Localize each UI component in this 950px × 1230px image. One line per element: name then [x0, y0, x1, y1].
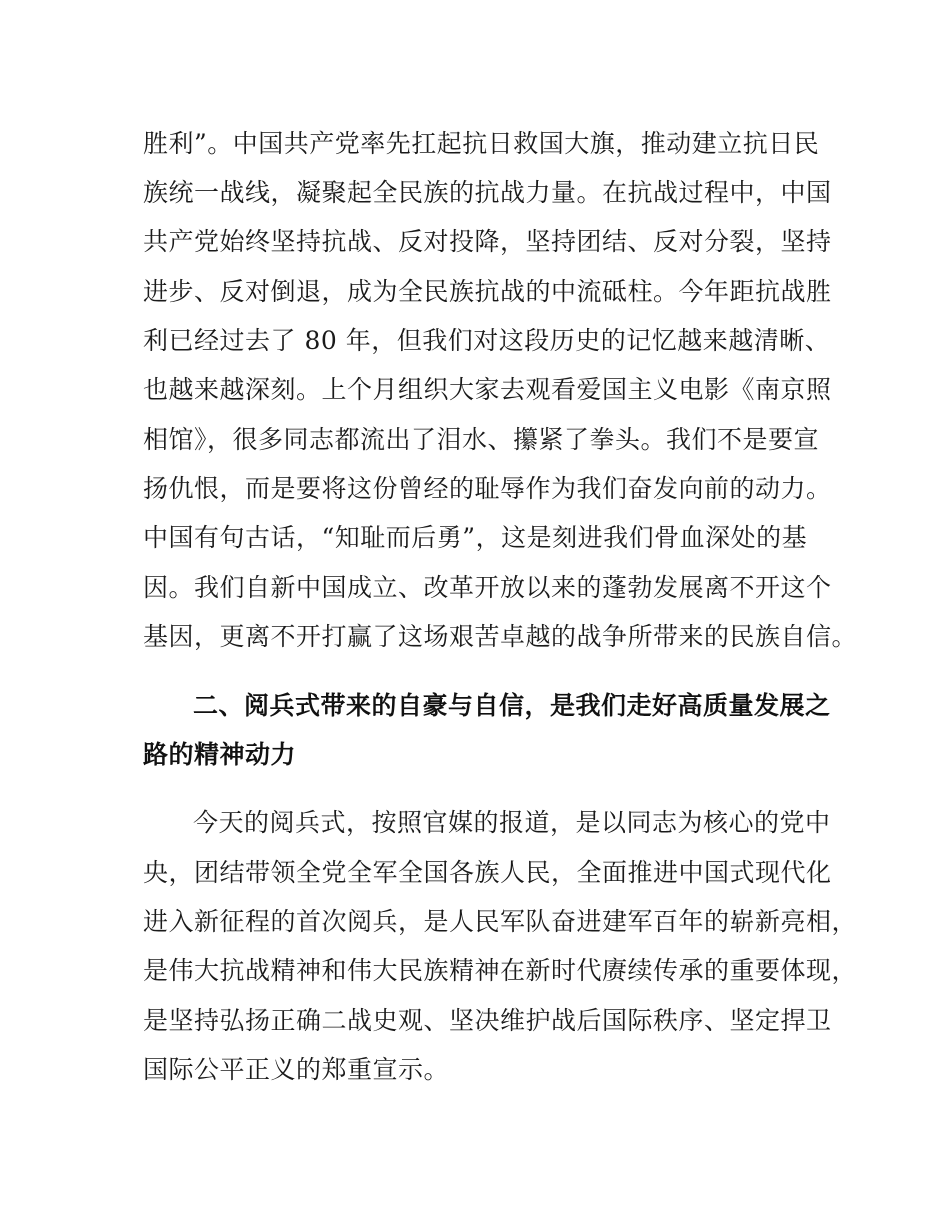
paragraph-1-line-5: 利已经过去了 80 年，但我们对这段历史的记忆越来越清晰、 — [143, 326, 831, 355]
paragraph-1-line-10: 因。我们自新中国成立、改革开放以来的蓬勃发展离不开这个 — [143, 573, 832, 602]
paragraph-2-line-2: 央，团结带领全党全军全国各族人民，全面推进中国式现代化 — [143, 858, 832, 887]
paragraph-1-line-2: 族统一战线，凝聚起全民族的抗战力量。在抗战过程中，中国 — [143, 178, 832, 207]
paragraph-2-line-5: 是坚持弘扬正确二战史观、坚决维护战后国际秩序、坚定捍卫 — [143, 1006, 832, 1035]
paragraph-2-line-1: 今天的阅兵式，按照官媒的报道，是以同志为核心的党中 — [193, 808, 831, 837]
paragraph-1-line-9: 中国有句古话，“知耻而后勇”，这是刻进我们骨血深处的基 — [143, 523, 808, 552]
paragraph-1-line-7: 相馆》，很多同志都流出了泪水、攥紧了拳头。我们不是要宣 — [143, 425, 820, 454]
paragraph-1-line-3: 共产党始终坚持抗战、反对投降，坚持团结、反对分裂，坚持 — [143, 227, 832, 256]
paragraph-1-line-8: 扬仇恨，而是要将这份曾经的耻辱作为我们奋发向前的动力。 — [143, 474, 832, 503]
paragraph-2-line-4: 是伟大抗战精神和伟大民族精神在新时代赓续传承的重要体现， — [143, 956, 858, 985]
section-heading-line-2: 路的精神动力 — [143, 740, 297, 769]
paragraph-1-line-4: 进步、反对倒退，成为全民族抗战的中流砥柱。今年距抗战胜 — [143, 277, 832, 306]
paragraph-2-line-6: 国际公平正义的郑重宣示。 — [143, 1055, 450, 1084]
paragraph-1-line-11: 基因，更离不开打赢了这场艰苦卓越的战争所带来的民族自信。 — [143, 622, 858, 651]
section-heading-line-1: 二、阅兵式带来的自豪与自信，是我们走好高质量发展之 — [193, 691, 831, 720]
paragraph-2-line-3: 进入新征程的首次阅兵，是人民军队奋进建军百年的崭新亮相， — [143, 907, 858, 936]
paragraph-1-line-1: 胜利”。中国共产党率先扛起抗日救国大旗，推动建立抗日民 — [143, 129, 820, 158]
paragraph-1-line-6: 也越来越深刻。上个月组织大家去观看爱国主义电影《南京照 — [143, 375, 832, 404]
